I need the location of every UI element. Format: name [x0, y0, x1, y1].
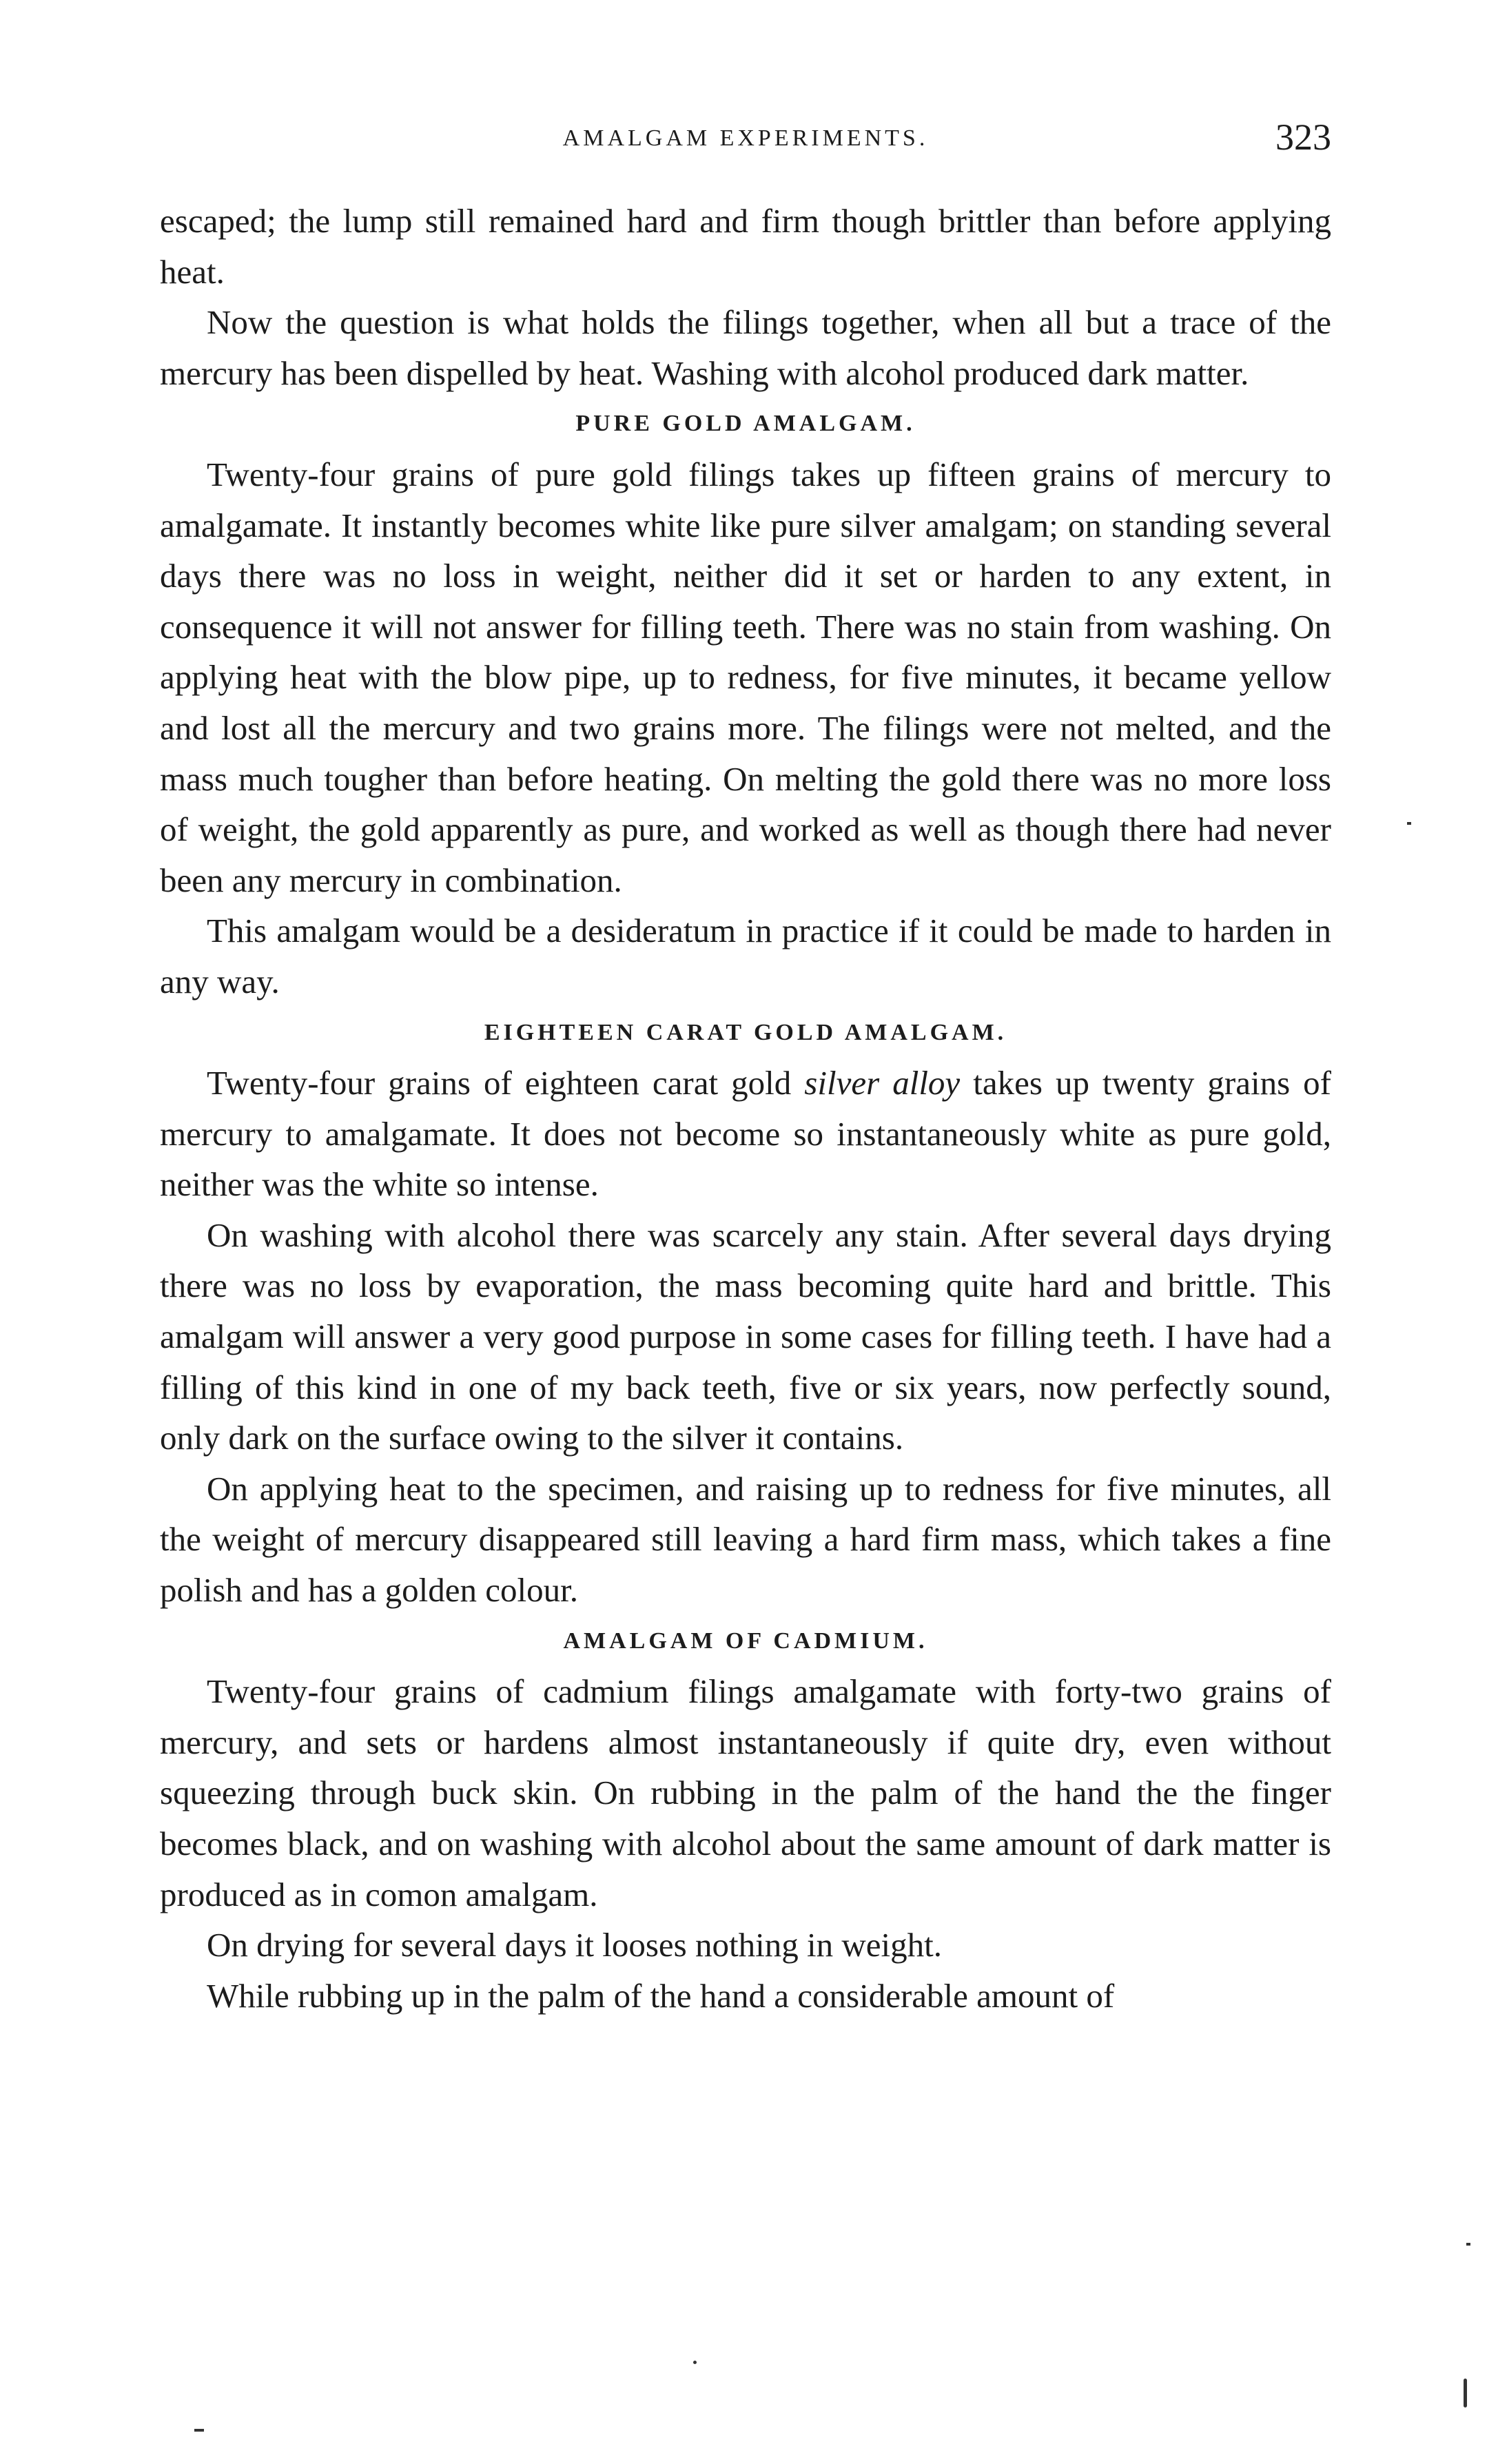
paragraph-continued: escaped; the lump still remained hard and firm though brittler than before applying heat. — [160, 202, 1331, 291]
paragraph-cadmium-1: Twenty-four grains of cadmium filings amalgamate with forty-two grains of mercury, and sets or hardens almost instantaneously if quite dry, even without squeezing through buck skin. On rubbing in the palm of the hand the the finger becomes black, and on washing with alcohol about the same amount of dark matter is produced as in comon amalgam. — [160, 1672, 1331, 1913]
paragraph-cadmium-3: While rubbing up in the palm of the hand a considerable amount of — [207, 1976, 1115, 2015]
paragraph-eighteen-carat-1 — [160, 1058, 1331, 1210]
scan-speck — [194, 2429, 204, 2432]
paragraph-eighteen-carat-3: On applying heat to the specimen, and raising up to redness for five minutes, all the weight of mercury disappeared still leaving a hard firm mass, which takes a fine polish and has a golden colour. — [160, 1469, 1331, 1610]
scan-speck — [693, 2361, 697, 2364]
text-span: takes up twenty grains of mercury to amalgamate. It does not become so instantaneously white as pure gold, neither was the white so intense. — [160, 1064, 1332, 1204]
text-span: Twenty-four grains of eighteen carat gold — [207, 1064, 805, 1102]
page-body — [160, 196, 1331, 2021]
section-heading-eighteen-carat: EIGHTEEN CARAT GOLD AMALGAM. — [484, 1019, 1007, 1045]
paragraph-pure-gold-2: This amalgam would be a desideratum in practice if it could be made to harden in any way. — [160, 912, 1331, 1000]
section-heading-cadmium: AMALGAM OF CADMIUM. — [563, 1628, 928, 1654]
scan-speck — [1466, 2243, 1470, 2246]
running-title: AMALGAM EXPERIMENTS. — [562, 125, 929, 151]
paragraph-eighteen-carat-2: On washing with alcohol there was scarcely any stain. After several days drying there was no loss by evaporation, the mass becoming quite hard and brittle. This amalgam will answer a very good purpose in some cases for filling teeth. I have had a filling of this kind in one of my back teeth, five or six years, now perfectly sound, only dark on the surface owing to the silver it contains. — [160, 1215, 1331, 1457]
paragraph-question: Now the question is what holds the filings together, when all but a trace of the mercury has been dispelled by heat. Washing with alcohol produced dark matter. — [160, 303, 1331, 392]
running-head — [160, 116, 1331, 164]
paragraph-cadmium-2: On drying for several days it looses nothing in weight. — [207, 1926, 942, 1964]
paragraph-pure-gold-1: Twenty-four grains of pure gold filings takes up fifteen grains of mercury to amalgamate. It instantly becomes white like pure silver amalgam; on standing several days there was no loss in weight, neither did it set or harden to any extent, in consequence it will not answer for filling teeth. There was no stain from washing. On applying heat with the blow pipe, up to redness, for five minutes, it became yellow and lost all the mercury and two grains more. The filings were not melted, and the mass much tougher than before heating. On melting the gold there was no more loss of weight, the gold apparently as pure, and worked as well as though there had never been any mercury in combination. — [160, 455, 1331, 899]
page-number: 323 — [1275, 116, 1331, 158]
scan-speck — [1407, 822, 1411, 825]
scan-mark — [1464, 2379, 1467, 2407]
italic-text-span: silver alloy — [804, 1064, 961, 1102]
section-heading-pure-gold: PURE GOLD AMALGAM. — [575, 411, 916, 437]
